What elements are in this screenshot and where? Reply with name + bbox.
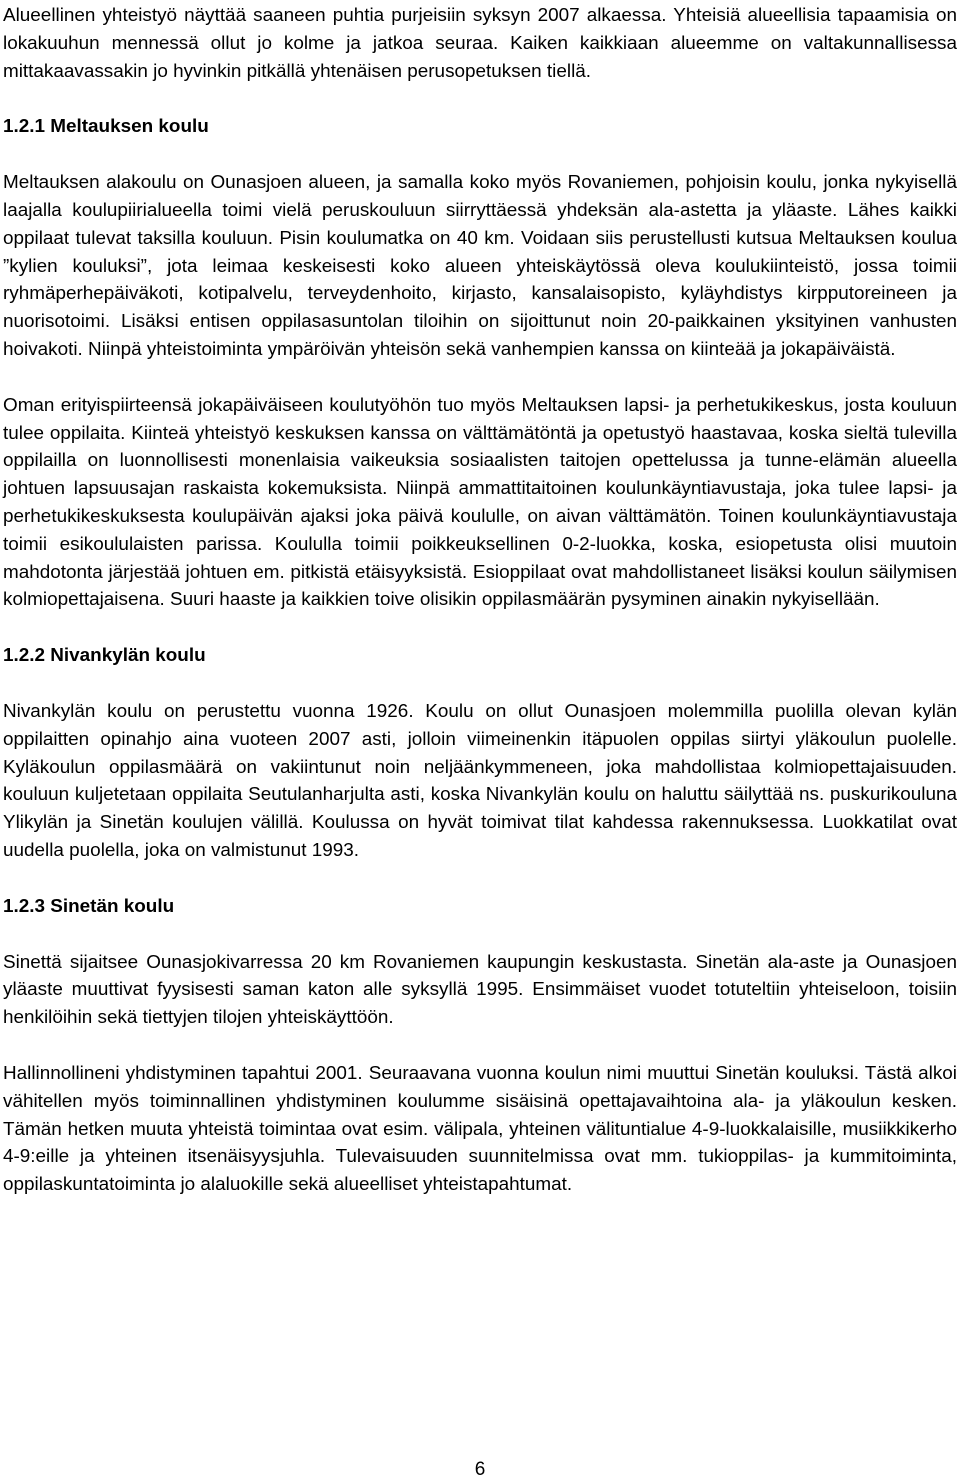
meltaus-paragraph-2: Oman erityispiirteensä jokapäiväiseen koulutyöhön tuo myös Meltauksen lapsi- ja perhetukikeskus, josta kouluun tulee oppilaita. Kiinteä yhteistyö keskuksen kanssa on välttämätöntä ja opetustyö haastavaa, koska sieltä tulevilla oppilailla on luonnollisesti monenlaisia vaikeuksia sosiaalisten taitojen opettelussa ja tunne-elämän alueella johtuen lapsuusajan raskaista kokemuksista. Niinpä ammattitaitoinen koulunkäyntiavustaja, joka tulee lapsi- ja perhetukikeskuksesta koulupäivän ajaksi joka päivä koululle, on aivan välttämätön. Toinen koulunkäyntiavustaja toimii esikoululaisten parissa. Koululla toimii poikkeuksellinen 0-2-luokka, koska, esiopetusta olisi muutoin mahdotonta järjestää johtuen em. pitkistä etäisyyksistä. Esioppilaat ovat mahdollistaneet lisäksi koulun säilymisen kolmiopettajaisena. Suuri haaste ja kaikkien toive olisikin oppilasmäärän pysyminen ainakin nykyisellään. (3, 394, 957, 611)
section-heading-nivankyla: 1.2.2 Nivankylän koulu (3, 645, 206, 667)
meltaus-paragraph-1: Meltauksen alakoulu on Ounasjoen alueen, ja samalla koko myös Rovaniemen, pohjoisin koulu, jonka nykyisellä laajalla koulupiirialueella toimi vielä peruskouluun siirryttäessä yhdeksän ala-astetta ja yläaste. Lähes kaikki oppilaat tulevat taksilla kouluun. Pisin koulumatka on 40 km. Voidaan siis perustellusti kutsua Meltauksen koulua ”kylien kouluksi”, jota leimaa keskeisesti koko alueen yhteiskäytössä oleva koulukiinteistö, jossa toimii ryhmäperhepäiväkoti, kotipalvelu, terveydenhoito, kirjasto, kansalaisopisto, kyläyhdistys kirpputoreineen ja nuorisotoimi. Lisäksi entisen oppilasasuntolan tiloihin on sijoittunut noin 20-paikkainen yksityinen vanhusten hoivakoti. Niinpä yhteistoiminta ympäröivän yhteisön sekä vanhempien kanssa on kiinteää ja jokapäiväistä. (3, 172, 957, 360)
sineta-paragraph-2: Hallinnollineni yhdistyminen tapahtui 2001. Seuraavana vuonna koulun nimi muuttui Sinetän kouluksi. Tästä alkoi vähitellen myös toiminnallinen yhdistyminen koulumme sisäisinä opettajavaihtoina ala- ja yläkoulun kesken. Tämän hetken muuta yhteistä toimintaa ovat esim. välipala, yhteinen välituntialue 4-9-luokkalaisille, musiikkikerho 4-9:eille ja yhteinen itsenäisyysjuhla. Tulevaisuuden suunnitelmissa ovat mm. tukioppilas- ja kummitoiminta, oppilaskuntatoiminta jo alaluokille sekä alueelliset yhteistapahtumat. (3, 1062, 957, 1196)
section-heading-meltaus: 1.2.1 Meltauksen koulu (3, 116, 209, 138)
sineta-paragraph-1: Sinettä sijaitsee Ounasjokivarressa 20 km Rovaniemen kaupungin keskustasta. Sinetän ala-aste ja Ounasjoen yläaste muuttivat fyysisesti saman katon alle syksyllä 1995. Ensimmäiset vuodet totuteltiin yhteiseloon, toisiin henkilöihin sekä tiettyjen tilojen yhteiskäyttöön. (3, 951, 957, 1029)
nivankyla-paragraph-1: Nivankylän koulu on perustettu vuonna 1926. Koulu on ollut Ounasjoen molemmilla puolilla olevan kylän oppilaitten opinahjo aina vuoteen 2007 asti, jolloin viimeinenkin itäpuolen oppilas siirtyi yläkoulun puolelle. Kyläkoulun oppilasmäärä on vakiintunut noin neljäänkymmeneen, joka mahdollistaa kolmiopettajaisuuden. kouluun kuljetetaan oppilaita Seutulanharjulta asti, koska Nivankylän koulu on haluttu säilyttää ns. puskurikouluna Ylikylän ja Sinetän koulujen välillä. Koulussa on hyvät toimivat tilat kahdessa rakennuksessa. Luokkatilat ovat uudella puolella, joka on valmistunut 1993. (3, 700, 957, 861)
intro-paragraph: Alueellinen yhteistyö näyttää saaneen puhtia purjeisiin syksyn 2007 alkaessa. Yhteisiä alueellisia tapaamisia on lokakuuhun mennessä ollut jo kolme ja jatkoa seuraa. Kaiken kaikkiaan alueemme on valtakunnallisessa mittakaavassakin jo hyvinkin pitkällä yhtenäisen perusopetuksen tiellä. (3, 5, 957, 82)
document-page (3, 0, 957, 1199)
page-number: 6 (474, 1459, 486, 1480)
section-heading-sineta: 1.2.3 Sinetän koulu (3, 895, 175, 917)
